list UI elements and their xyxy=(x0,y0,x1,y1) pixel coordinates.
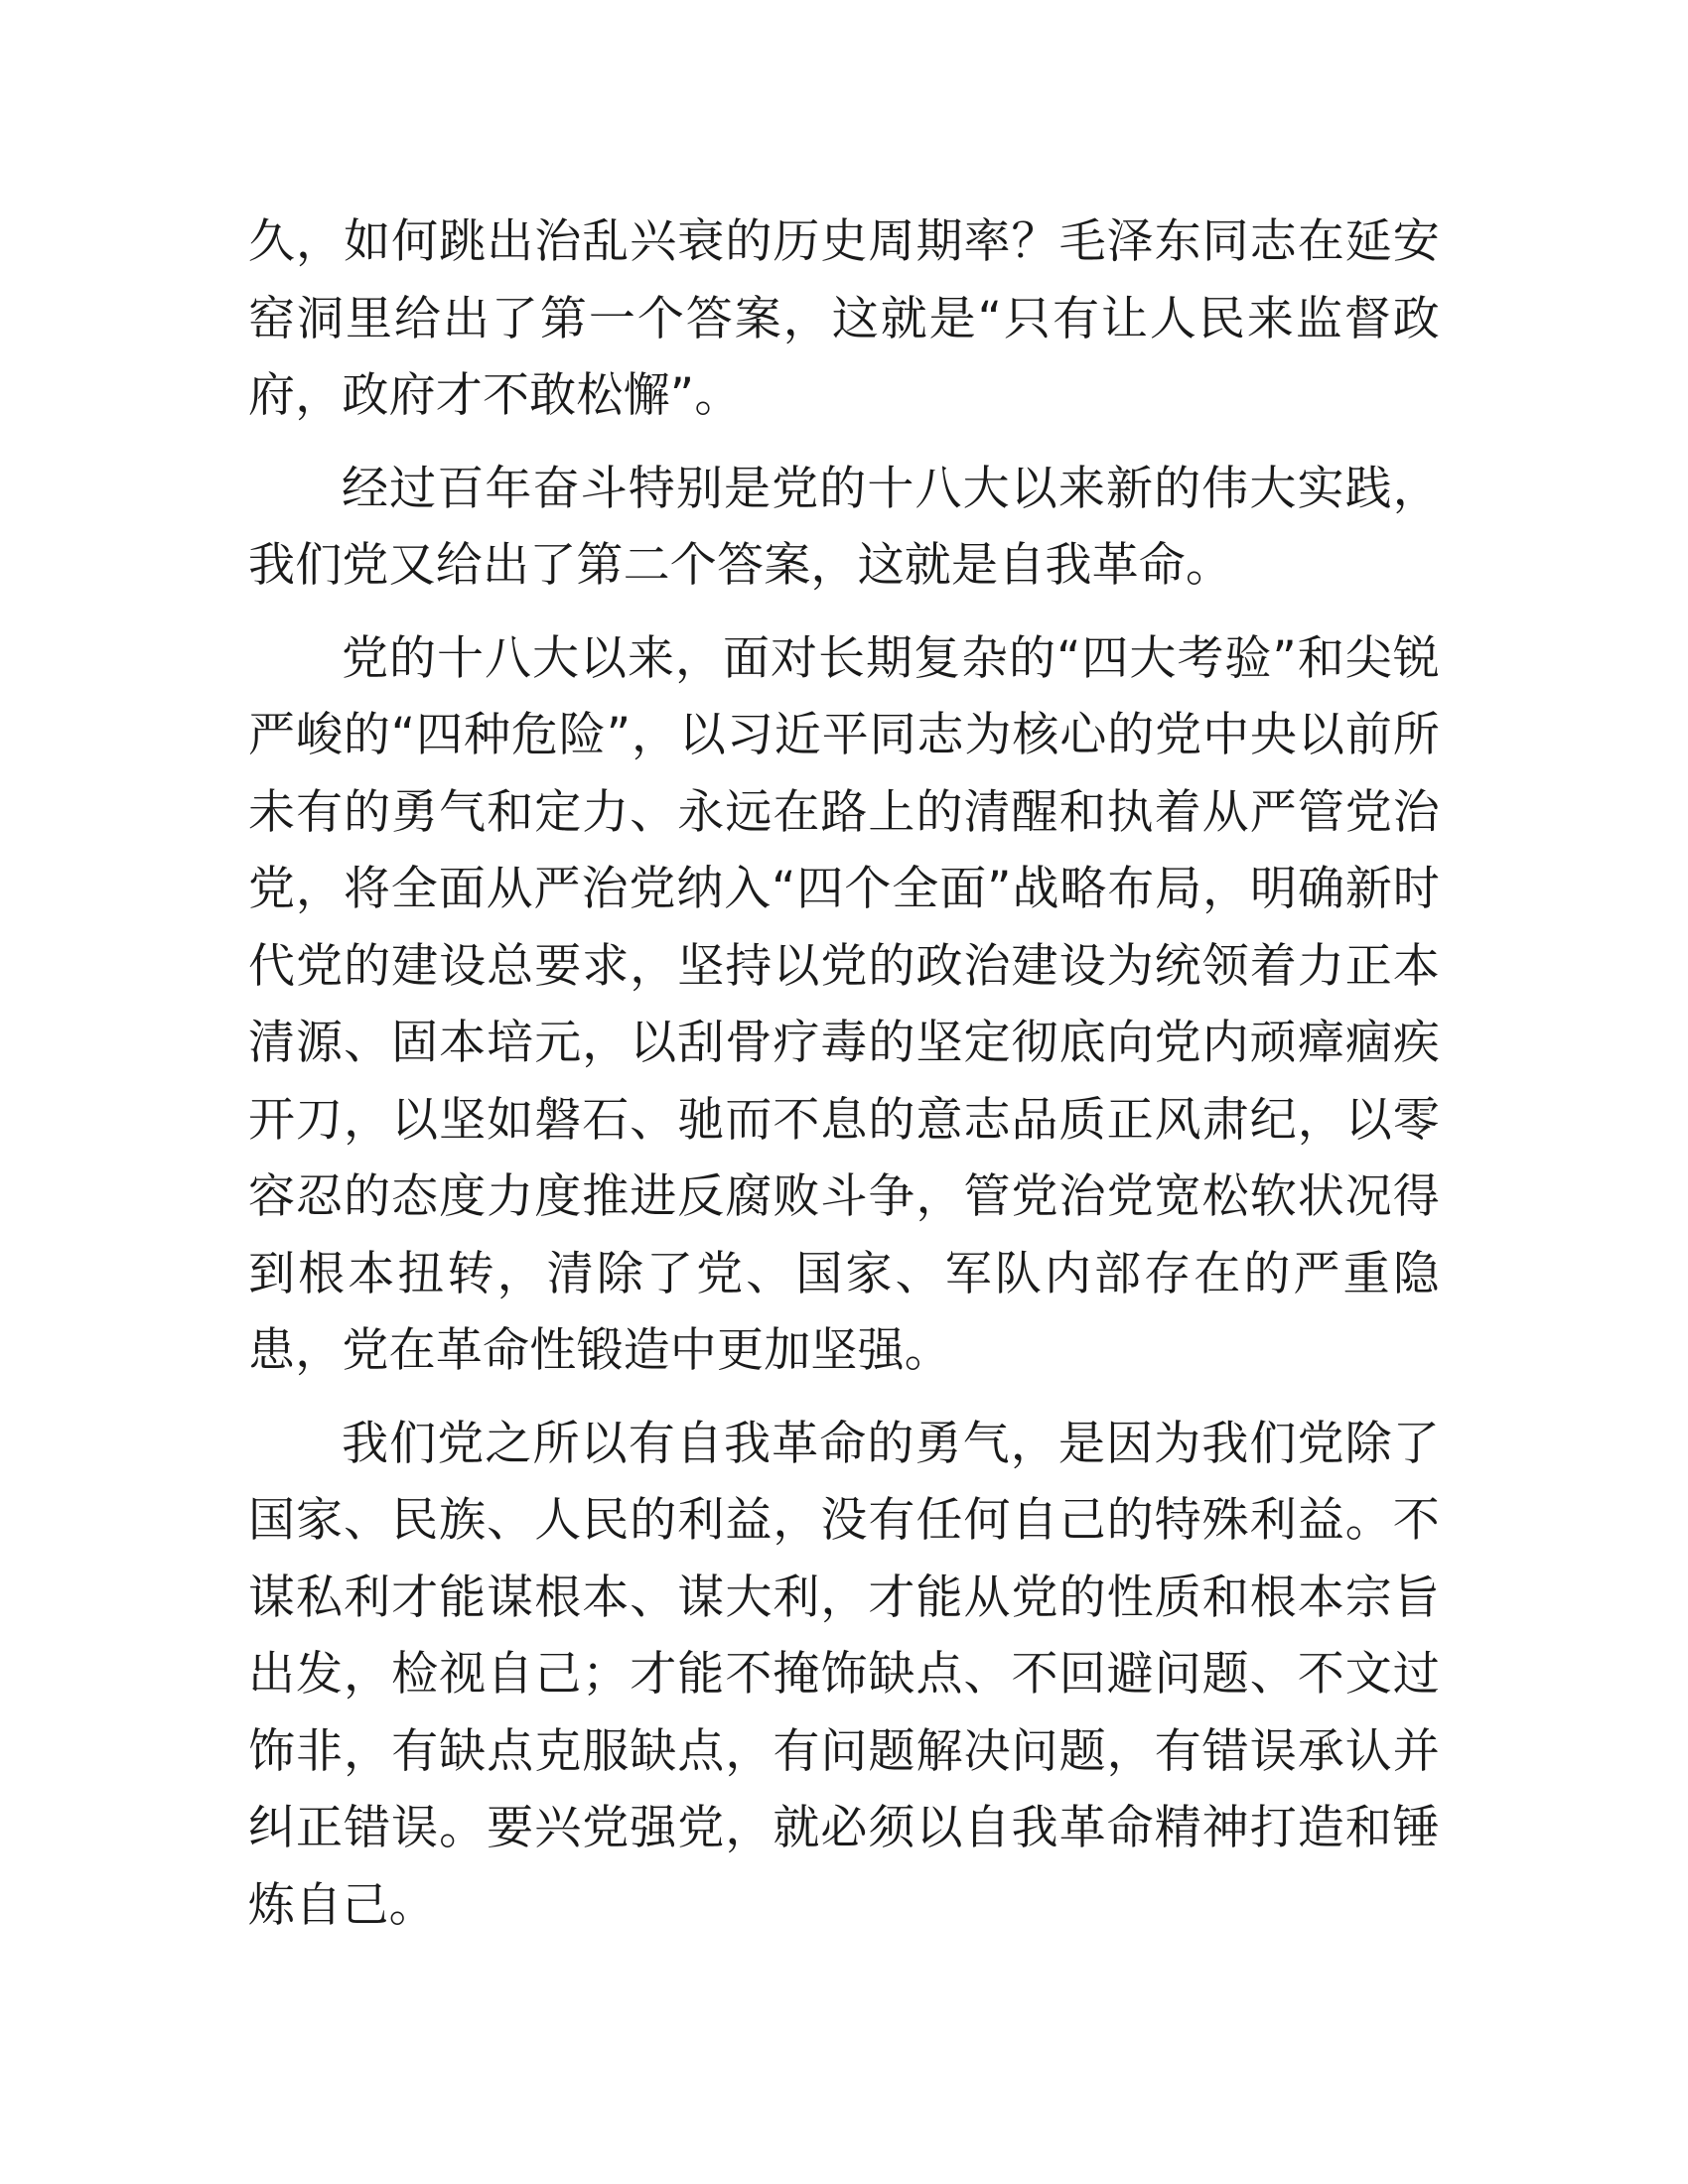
paragraph-1: 久，如何跳出治乱兴衰的历史周期率？毛泽东同志在延安窑洞里给出了第一个答案，这就是“只有让人民来监督政府，政府才不敢松懈”。 xyxy=(248,214,1440,423)
document-page xyxy=(248,204,1440,1960)
paragraph-2: 经过百年奋斗特别是党的十八大以来新的伟大实践，我们党又给出了第二个答案，这就是自我革命。 xyxy=(248,461,1440,593)
paragraph-4: 我们党之所以有自我革命的勇气，是因为我们党除了国家、民族、人民的利益，没有任何自己的特殊利益。不谋私利才能谋根本、谋大利，才能从党的性质和根本宗旨出发，检视自己；才能不掩饰缺点、不回避问题、不文过饰非，有缺点克服缺点，有问题解决问题，有错误承认并纠正错误。要兴党强党，就必须以自我革命精神打造和锤炼自己。 xyxy=(248,1416,1440,1933)
paragraph-3: 党的十八大以来，面对长期复杂的“四大考验”和尖锐严峻的“四种危险”，以习近平同志为核心的党中央以前所未有的勇气和定力、永远在路上的清醒和执着从严管党治党，将全面从严治党纳入“四个全面”战略布局，明确新时代党的建设总要求，坚持以党的政治建设为统领着力正本清源、固本培元，以刮骨疗毒的坚定彻底向党内顽瘴痼疾开刀，以坚如磐石、驰而不息的意志品质正风肃纪，以零容忍的态度力度推进反腐败斗争，管党治党宽松软状况得到根本扭转，清除了党、国家、军队内部存在的严重隐患，党在革命性锻造中更加坚强。 xyxy=(248,630,1440,1378)
